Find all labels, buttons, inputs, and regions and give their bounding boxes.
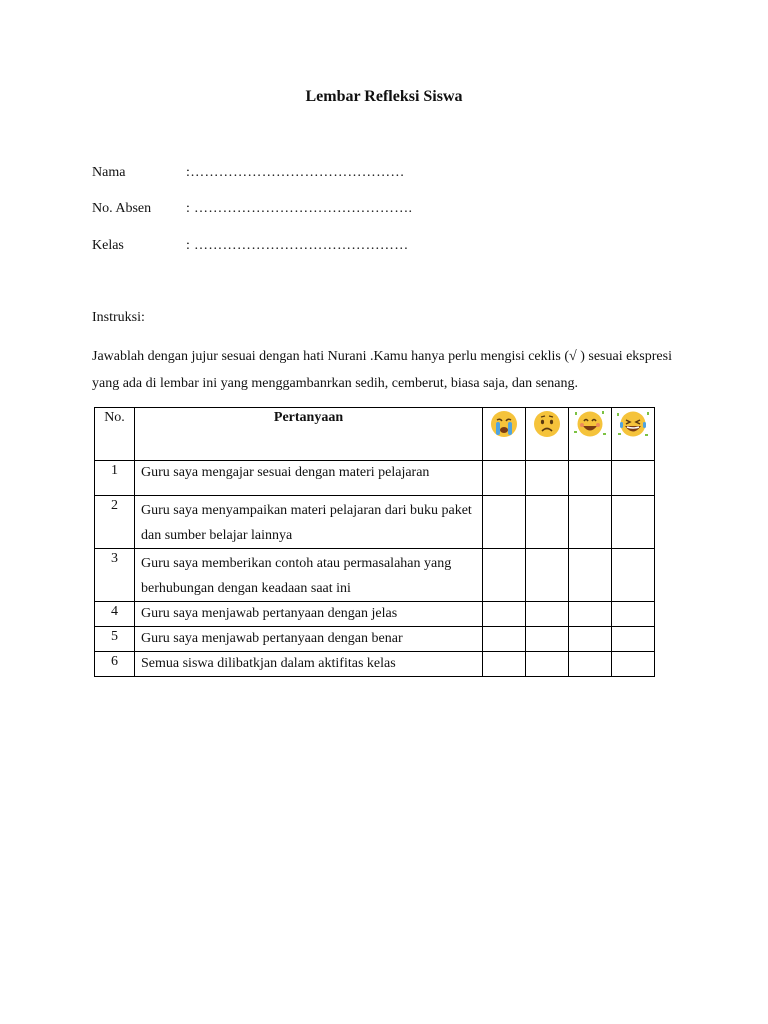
rating-cell[interactable]	[612, 549, 655, 602]
rating-cell[interactable]	[569, 652, 612, 677]
absen-label: No. Absen	[92, 201, 152, 216]
row-number: 2	[95, 496, 135, 549]
name-field[interactable]: :………………………………………	[186, 165, 405, 180]
table-row	[95, 627, 655, 652]
table-row	[95, 549, 655, 602]
rating-cell[interactable]	[526, 496, 569, 549]
name-label: Nama	[92, 165, 126, 180]
rating-cell[interactable]	[612, 652, 655, 677]
page-title: Lembar Refleksi Siswa	[305, 88, 463, 105]
rating-cell[interactable]	[483, 496, 526, 549]
rating-cell[interactable]	[483, 602, 526, 627]
row-question: Semua siswa dilibatkjan dalam aktifitas kelas	[135, 652, 483, 677]
rating-cell[interactable]	[612, 461, 655, 496]
row-number: 6	[95, 652, 135, 677]
crying-face-icon	[483, 408, 526, 461]
rating-cell[interactable]	[612, 602, 655, 627]
rating-cell[interactable]	[612, 496, 655, 549]
table-row	[95, 496, 655, 549]
header-no: No.	[95, 408, 135, 461]
row-number: 3	[95, 549, 135, 602]
rating-cell[interactable]	[483, 652, 526, 677]
laughing-face-icon	[612, 408, 655, 461]
rating-cell[interactable]	[526, 627, 569, 652]
rating-cell[interactable]	[569, 496, 612, 549]
row-question: Guru saya mengajar sesuai dengan materi pelajaran	[135, 461, 483, 496]
rating-cell[interactable]	[612, 627, 655, 652]
rating-cell[interactable]	[526, 602, 569, 627]
table-row	[95, 602, 655, 627]
rating-cell[interactable]	[569, 461, 612, 496]
row-question: Guru saya menjawab pertanyaan dengan jelas	[135, 602, 483, 627]
table-row	[95, 652, 655, 677]
rating-cell[interactable]	[483, 461, 526, 496]
instructions-label: Instruksi:	[92, 310, 145, 325]
rating-cell[interactable]	[483, 549, 526, 602]
rating-cell[interactable]	[526, 652, 569, 677]
row-question: Guru saya memberikan contoh atau permasalahan yang berhubungan dengan keadaan saat ini	[135, 549, 483, 602]
row-number: 1	[95, 461, 135, 496]
header-question: Pertanyaan	[135, 408, 483, 461]
row-number: 5	[95, 627, 135, 652]
smiling-face-icon	[569, 408, 612, 461]
row-question: Guru saya menjawab pertanyaan dengan benar	[135, 627, 483, 652]
rating-cell[interactable]	[569, 602, 612, 627]
worried-face-icon	[526, 408, 569, 461]
rating-cell[interactable]	[483, 627, 526, 652]
rating-cell[interactable]	[526, 461, 569, 496]
table-row	[95, 461, 655, 496]
rating-cell[interactable]	[526, 549, 569, 602]
absen-field[interactable]: : ……………………………………….	[186, 201, 413, 216]
kelas-label: Kelas	[92, 238, 124, 253]
rating-cell[interactable]	[569, 627, 612, 652]
reflection-table	[94, 407, 655, 677]
row-question: Guru saya menyampaikan materi pelajaran dari buku paket dan sumber belajar lainnya	[135, 496, 483, 549]
table-header-row	[95, 408, 655, 461]
rating-cell[interactable]	[569, 549, 612, 602]
kelas-field[interactable]: : ………………………………………	[186, 238, 409, 253]
row-number: 4	[95, 602, 135, 627]
instructions-text: Jawablah dengan jujur sesuai dengan hati Nurani .Kamu hanya perlu mengisi ceklis (√ ) sesuai ekspresi yang ada di lembar ini yang menggambanrkan sedih, cemberut, biasa saja, dan senang.	[92, 349, 672, 391]
